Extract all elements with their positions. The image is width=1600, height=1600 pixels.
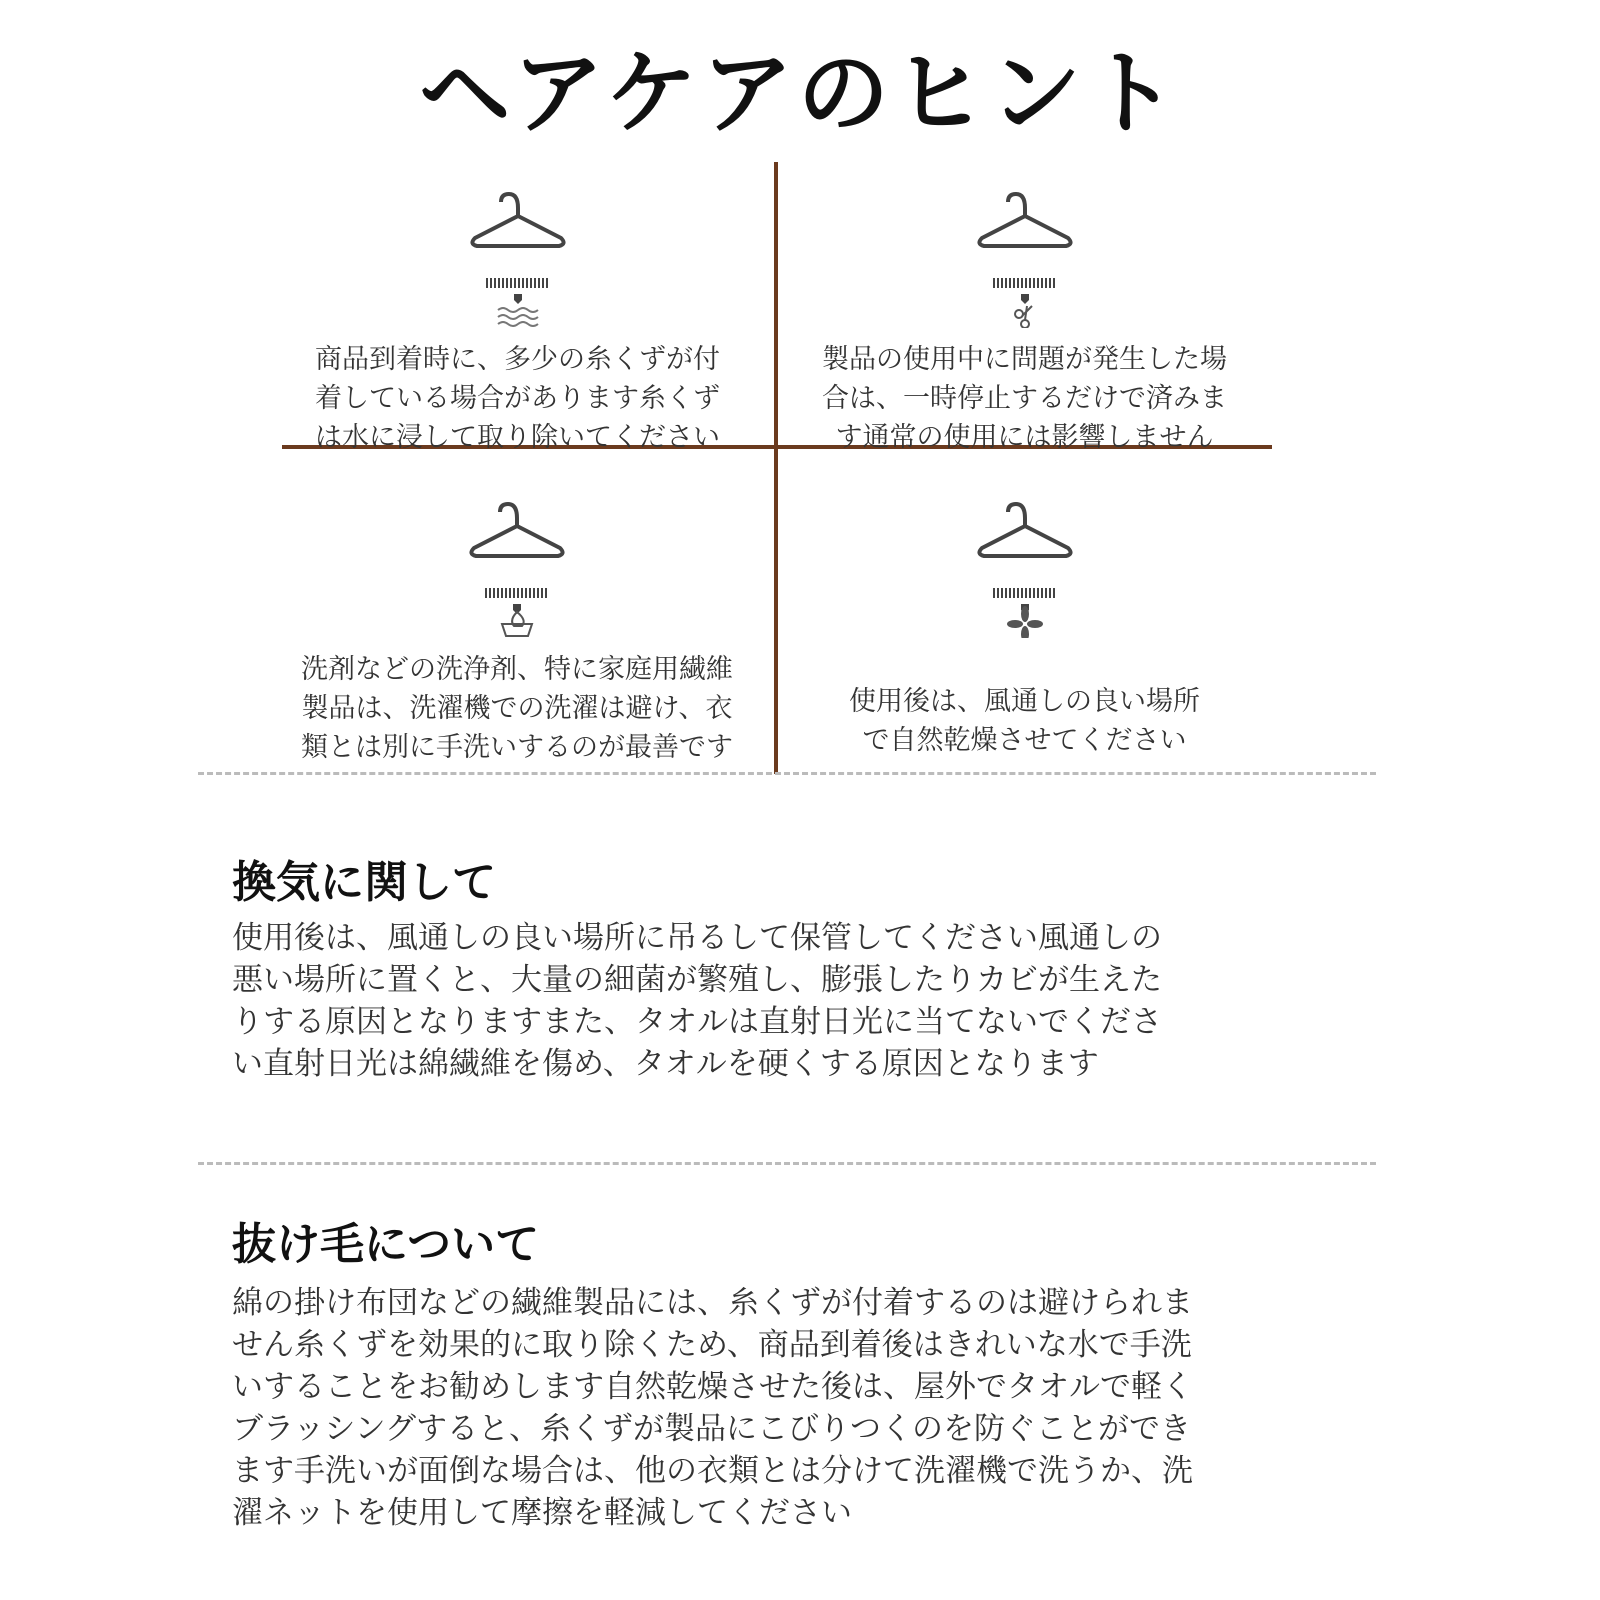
hanger-scissors-icon — [970, 178, 1080, 328]
tip-card — [262, 488, 772, 767]
page-title: ヘアケアのヒント — [418, 40, 1182, 147]
section-heading-ventilation: 換気に関して — [232, 857, 496, 908]
tip-card — [275, 178, 760, 457]
tip-card — [782, 178, 1267, 457]
section-body-ventilation: 使用後は、風通しの良い場所に吊るして保管してください風通しの 悪い場所に置くと、大量の細菌が繁殖し、膨張したりカビが生えた りする原因となりますまた、タオルは直射日光に当てないでくださ い直射日光は綿繊維を傷め、タオルを硬くする原因となります — [232, 920, 1162, 1082]
section-heading-shedding: 抜け毛について — [232, 1219, 540, 1270]
section-body-shedding: 綿の掛け布団などの繊維製品には、糸くずが付着するのは避けられま せん糸くずを効果的に取り除くため、商品到着後はきれいな水で手洗 いすることをお勧めします自然乾燥させた後は、屋外でタオルで軽く ブラッシングすると、糸くずが製品にこびりつくのを防ぐことができ ます手洗いが面倒な場合は、他の衣類とは分けて洗濯機で洗うか、洗 濯ネットを使用して摩擦を軽減してください — [232, 1285, 1193, 1531]
hanger-water-icon — [463, 178, 573, 328]
hanger-towel-icon — [472, 194, 563, 304]
hanger-handwash-icon — [462, 488, 572, 638]
tip-text: 使用後は、風通しの良い場所 で自然乾燥させてください — [849, 686, 1200, 756]
hanger-fan-icon — [970, 488, 1080, 638]
tip-card — [782, 488, 1267, 760]
tip-text: 洗剤などの洗浄剤、特に家庭用繊維 製品は、洗濯機での洗濯は避け、衣 類とは別に手洗いするのが最善です — [301, 654, 733, 763]
section-divider — [198, 772, 1376, 775]
grid-divider-vertical — [774, 162, 778, 774]
hanger-towel-icon — [471, 504, 562, 614]
hanger-towel-icon — [979, 194, 1070, 304]
tip-text: 製品の使用中に問題が発生した場 合は、一時停止するだけで済みま す通常の使用には影響しません — [822, 344, 1227, 453]
tip-text: 商品到着時に、多少の糸くずが付 着している場合があります糸くず は水に浸して取り除いてください — [315, 344, 720, 453]
section-divider — [198, 1162, 1376, 1165]
hanger-towel-icon — [979, 504, 1070, 614]
